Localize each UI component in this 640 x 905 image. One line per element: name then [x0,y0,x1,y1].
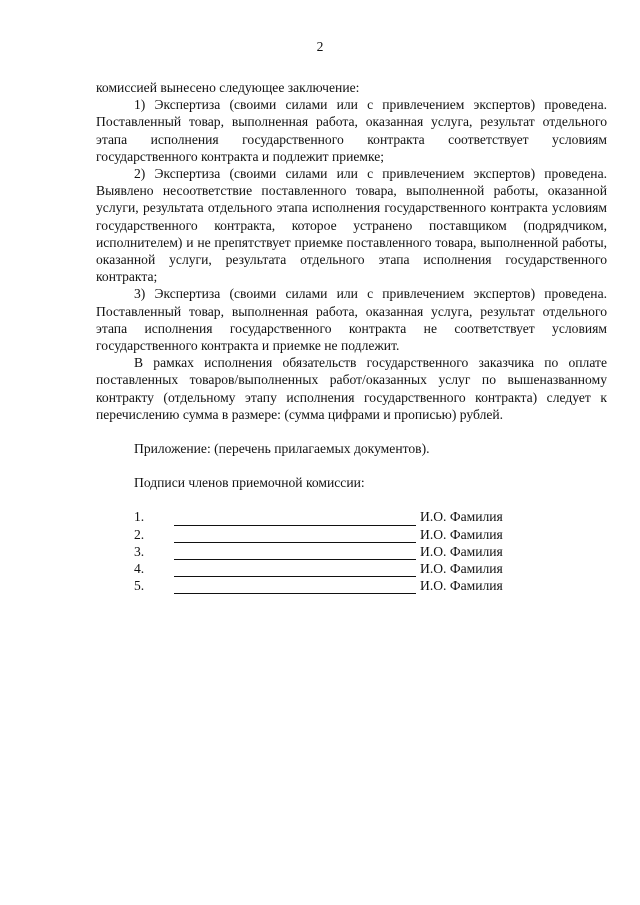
paragraph-conclusion-3: 3) Экспертиза (своими силами или с привлечением экспертов) проведена. Поставленный товар, выполненная работа, оказанная услуга, результат отдельного этапа исполнения государственного контракта не соответствует условиям государственного контракта и приемке не подлежит. [96,286,607,354]
signature-line [174,547,416,560]
signature-line [174,581,416,594]
signature-number: 2. [134,526,145,542]
document-body [96,79,607,594]
signature-name: И.О. Фамилия [420,509,503,525]
paragraph-payment: В рамках исполнения обязательств государственного заказчика по оплате поставленных товаров/выполненных работ/оказанных услуг по вышеназванному контракту (отдельному этапу исполнения государственного контракта) следует к перечислению сумма в размере: (сумма цифрами и прописью) рублей. [96,355,607,422]
signature-number: 4. [134,561,145,577]
signature-name: И.О. Фамилия [420,561,503,577]
signature-line [174,564,416,577]
page-number: 2 [316,39,324,54]
signature-number: 3. [134,543,145,559]
paragraph-intro: комиссией вынесено следующее заключение: [96,80,360,95]
signature-list [96,508,607,594]
signature-row [96,543,607,560]
signature-number: 5. [134,578,145,594]
paragraph-conclusion-2: 2) Экспертиза (своими силами или с привлечением экспертов) проведена. Выявлено несоответствие поставленного товара, выполненной работы, оказанной услуги, результата отдельного этапа исполнения государственного контракта условиям государственного контракта, которое устранено поставщиком (подрядчиком, исполнителем) и не препятствует приемке поставленного товара, выполненной работы, оказанной услуги, результата отдельного этапа исполнения государственного контракта; [96,166,607,285]
signature-line [174,513,416,526]
attachment-line: Приложение: (перечень прилагаемых документов). [134,441,430,457]
signature-name: И.О. Фамилия [420,543,503,559]
paragraph-conclusion-1: 1) Экспертиза (своими силами или с привлечением экспертов) проведена. Поставленный товар, выполненная работа, оказанная услуга, результат отдельного этапа исполнения государственного контракта соответствует условиям государственного контракта и подлежит приемке; [96,97,607,164]
signature-line [174,530,416,543]
signatures-title: Подписи членов приемочной комиссии: [134,475,365,491]
signature-row [96,560,607,577]
signature-row [96,526,607,543]
signature-number: 1. [134,509,145,525]
signature-name: И.О. Фамилия [420,578,503,594]
signature-name: И.О. Фамилия [420,526,503,542]
signature-row [96,508,607,525]
signature-row [96,577,607,594]
